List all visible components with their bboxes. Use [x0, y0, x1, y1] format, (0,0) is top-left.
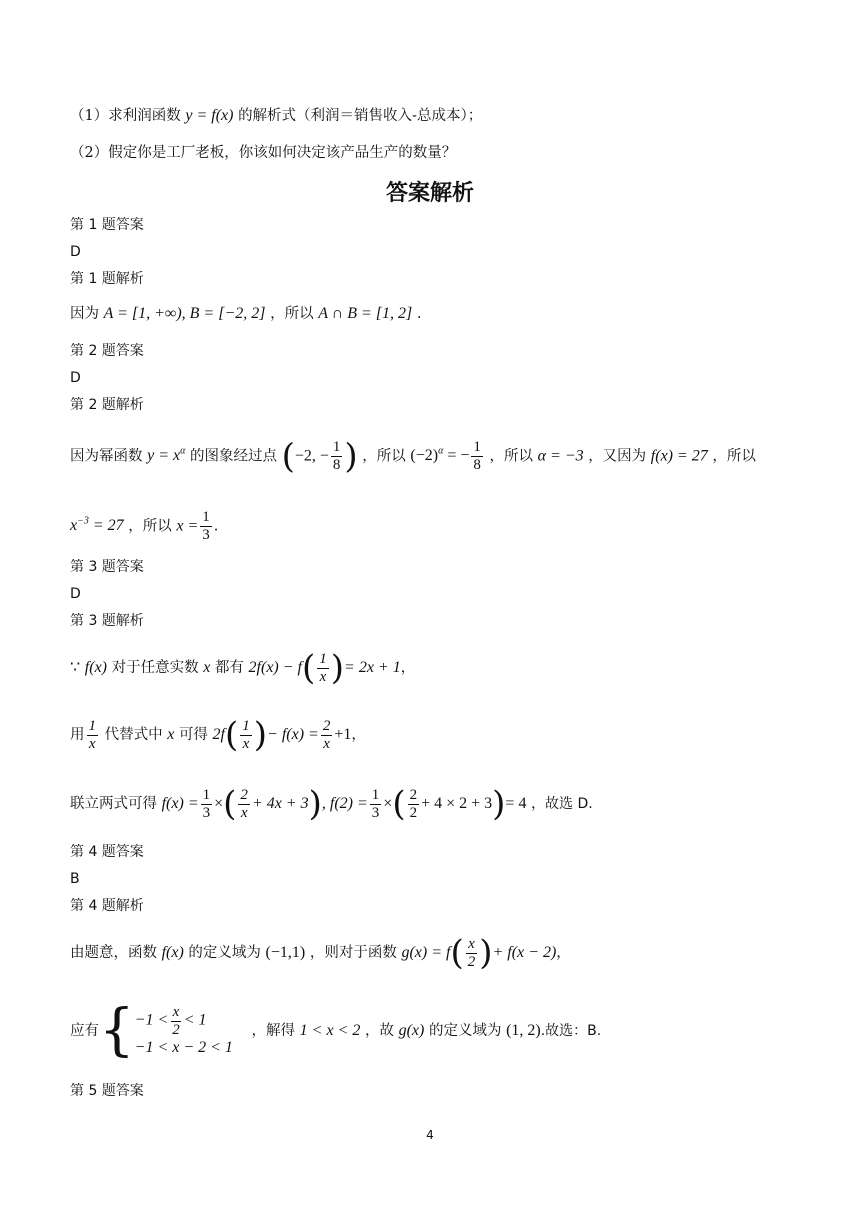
times-sign-2: × — [383, 795, 393, 812]
paren-close: ) — [479, 933, 493, 973]
fraction-denominator: 2 — [467, 953, 476, 970]
inequality-row-1 — [135, 1004, 233, 1038]
fraction-denominator: 2 — [172, 1021, 180, 1038]
analysis-1-sets: A = [1, +∞), B = [−2, 2] — [103, 305, 266, 322]
power-equation — [410, 447, 469, 464]
analysis-4-label: 第 4 题解析 — [70, 898, 144, 914]
analysis-2-text-1: 因为幂函数 — [70, 448, 143, 465]
answer-2-label: 第 2 题答案 — [70, 343, 144, 359]
fraction-one-over-x — [317, 651, 329, 685]
paren-open: ( — [450, 933, 464, 973]
result-interval: (1, 2) — [506, 1022, 541, 1039]
two-f: 2f — [212, 726, 225, 743]
fraction-denominator: x — [88, 735, 96, 752]
because-symbol: ∵ — [70, 659, 81, 676]
analysis-1-period: . — [416, 306, 422, 322]
paren-open: ( — [281, 436, 295, 477]
power-exponent: α — [180, 446, 186, 457]
variable-x: x — [203, 659, 211, 676]
question-1-rest: 的解析式（利润＝销售收入-总成本）； — [238, 108, 483, 124]
fraction-numerator: 2 — [409, 787, 418, 803]
fraction-numerator: 1 — [88, 718, 96, 734]
fraction-denominator: x — [319, 668, 327, 685]
analysis-3-line-2 — [70, 713, 366, 757]
fraction-numerator: 2 — [322, 718, 331, 734]
g-of-x: g(x) — [398, 1022, 425, 1039]
solution-range: 1 < x < 2 — [299, 1022, 361, 1039]
domain-interval: (−1,1) — [265, 944, 306, 961]
equation-left: 2f(x) − f — [248, 659, 302, 676]
fraction-denominator: 3 — [202, 526, 210, 543]
fraction-x-over-two — [466, 936, 478, 970]
x-eq-rhs: = 27 — [88, 517, 124, 535]
point-coords: −2, − — [294, 447, 329, 465]
x-base: x — [70, 517, 78, 535]
analysis-4-text-7: 的定义域为 — [428, 1023, 502, 1039]
fraction-numerator: x — [468, 936, 475, 952]
analysis-4-text-1: 由题意，函数 — [70, 945, 157, 961]
answer-2-value: D — [70, 370, 81, 386]
fraction-denominator: 3 — [371, 804, 380, 821]
analysis-2-text-2: 的图象经过点 — [189, 448, 277, 465]
analysis-4-text-5: ，解得 — [251, 1023, 296, 1039]
page-number: 4 — [426, 1128, 434, 1142]
analysis-3-text-2: 都有 — [214, 660, 244, 676]
answer-4-label: 第 4 题答案 — [70, 844, 144, 860]
fraction-one-eighth — [331, 439, 343, 473]
expression-tail-2: + 4 × 2 + 3 — [421, 795, 493, 812]
fraction-denominator: x — [240, 804, 248, 821]
analysis-3-line-3 — [70, 782, 593, 826]
f-of-x-4: f(x) — [161, 944, 184, 961]
fraction-numerator: 1 — [319, 651, 327, 667]
variable-x-2: x — [167, 726, 175, 743]
equation-right: = 2x + 1 — [344, 659, 401, 676]
fraction-numerator: 1 — [202, 509, 210, 526]
analysis-1-intersection: A ∩ B = [1, 2] — [318, 305, 413, 322]
choose-b: .故选：B. — [540, 1023, 602, 1039]
analysis-3-text-1: 对于任意实数 — [111, 660, 199, 676]
answer-1-label: 第 1 题答案 — [70, 217, 144, 233]
g-expression-tail: + f(x − 2) — [492, 944, 557, 961]
fraction-two-over-x — [321, 718, 333, 752]
analysis-2-text-3: ，所以 — [362, 448, 406, 465]
paren-close: ) — [253, 715, 268, 755]
fraction-one-third-b — [370, 787, 382, 821]
result-four: = 4 — [505, 795, 527, 812]
analysis-1-part-b: ，所以 — [270, 306, 314, 322]
fraction-numerator: 1 — [242, 718, 250, 734]
alpha-value: α = −3 — [537, 447, 584, 465]
times-sign: × — [214, 795, 224, 812]
fraction-denominator: x — [242, 735, 250, 752]
expression-tail: + 4x + 3 — [251, 795, 309, 812]
power-function — [147, 447, 185, 464]
paren-open: ( — [223, 784, 237, 824]
analysis-2-text-4: ，所以 — [489, 448, 533, 465]
question-1-function: y = f(x) — [185, 107, 234, 124]
fraction-denominator: 3 — [202, 804, 211, 821]
answer-5-label: 第 5 题答案 — [70, 1083, 144, 1099]
analysis-2-text-5: ，又因为 — [588, 448, 647, 465]
answer-3-label: 第 3 题答案 — [70, 559, 144, 575]
analysis-1-label: 第 1 题解析 — [70, 271, 144, 287]
analysis-1-part-a: 因为 — [70, 306, 99, 322]
question-1 — [70, 106, 482, 126]
fraction-denominator: 8 — [332, 456, 341, 473]
paren-open: ( — [302, 648, 316, 688]
fraction-one-third-a — [201, 787, 213, 821]
f-of-2-equals: , f(2) = — [321, 795, 368, 812]
analysis-3-line-1 — [70, 646, 415, 690]
ineq-left: −1 < — [134, 1012, 169, 1030]
analysis-3-label: 第 3 题解析 — [70, 613, 144, 629]
fraction-one-over-x-2 — [87, 718, 99, 752]
x-equals: x = — [176, 517, 199, 535]
power-base: y = x — [147, 447, 181, 465]
fraction-numerator: x — [172, 1004, 180, 1021]
fraction-numerator: 1 — [473, 439, 481, 456]
analysis-4-text-4: 应有 — [70, 1023, 99, 1039]
fraction-denominator: 8 — [473, 456, 481, 473]
answer-1-value: D — [70, 244, 81, 260]
fraction-numerator: 1 — [332, 439, 341, 456]
analysis-2-label: 第 2 题解析 — [70, 397, 144, 413]
analysis-4-text-2: 的定义域为 — [188, 945, 261, 961]
question-2: （2）假定你是工厂老板，你该如何决定该产品生产的数量？ — [70, 145, 457, 161]
analysis-2-text-6: ，所以 — [712, 448, 756, 465]
fraction-denominator: 2 — [409, 804, 418, 821]
analysis-2-period: . — [213, 518, 219, 535]
ineq-right: < 1 — [183, 1012, 207, 1030]
power-eq-rhs: = − — [443, 447, 470, 465]
fraction-two-over-two — [408, 787, 420, 821]
analysis-2-line-1 — [70, 430, 756, 478]
fraction-denominator: x — [323, 735, 330, 752]
choose-d: ，故选 D. — [531, 796, 593, 812]
power-eq-exp: α — [438, 446, 444, 457]
analysis-4-line-2 — [70, 996, 601, 1066]
paren-close: ) — [308, 784, 322, 824]
fraction-one-over-x-3 — [240, 718, 252, 752]
equation-mid: − f(x) = — [267, 726, 319, 743]
inequality-row-2: −1 < x − 2 < 1 — [134, 1039, 233, 1057]
analysis-2-text-7: ，所以 — [128, 518, 172, 535]
paren-close: ) — [492, 784, 506, 824]
fraction-x-over-two-2 — [170, 1004, 182, 1038]
comma: ， — [556, 945, 571, 961]
answer-4-value: B — [70, 871, 80, 887]
analysis-3-text-4: 代替式中 — [104, 727, 163, 743]
analysis-3-text-6: 联立两式可得 — [70, 796, 157, 812]
fraction-one-third — [200, 509, 212, 543]
left-brace: { — [99, 998, 135, 1063]
page-title: 答案解析 — [385, 181, 474, 206]
fraction-numerator: 1 — [202, 787, 211, 803]
fraction-numerator: 2 — [240, 787, 248, 803]
analysis-3-text-5: 可得 — [178, 727, 208, 743]
comma: ， — [351, 727, 366, 743]
fraction-two-over-x-2 — [238, 787, 250, 821]
power-eq-base: (−2) — [410, 447, 439, 465]
analysis-1-text — [70, 304, 421, 324]
fx-equals-27: f(x) = 27 — [650, 447, 708, 465]
plus-one: +1 — [334, 726, 352, 743]
answer-3-value: D — [70, 586, 81, 602]
paren-close: ) — [330, 648, 345, 688]
paren-close: ) — [344, 436, 358, 477]
fraction-one-eighth-2 — [471, 439, 483, 473]
f-of-x-equals: f(x) = — [161, 795, 199, 812]
paren-open: ( — [225, 715, 239, 755]
x-exponent: −3 — [77, 516, 89, 527]
comma: ， — [400, 660, 416, 676]
analysis-2-line-2 — [70, 500, 218, 548]
analysis-4-text-3: ，则对于函数 — [309, 945, 397, 961]
x-power-equation — [70, 517, 124, 534]
paren-open: ( — [392, 784, 406, 824]
inequality-system — [135, 1004, 233, 1057]
question-1-text: （1）求利润函数 — [70, 108, 181, 124]
fraction-numerator: 1 — [371, 787, 380, 803]
g-of-x-equals: g(x) = f — [401, 944, 451, 961]
f-of-x: f(x) — [84, 659, 107, 676]
analysis-3-text-3: 用 — [70, 727, 85, 743]
analysis-4-text-6: ，故 — [364, 1023, 394, 1039]
analysis-4-line-1 — [70, 931, 571, 975]
